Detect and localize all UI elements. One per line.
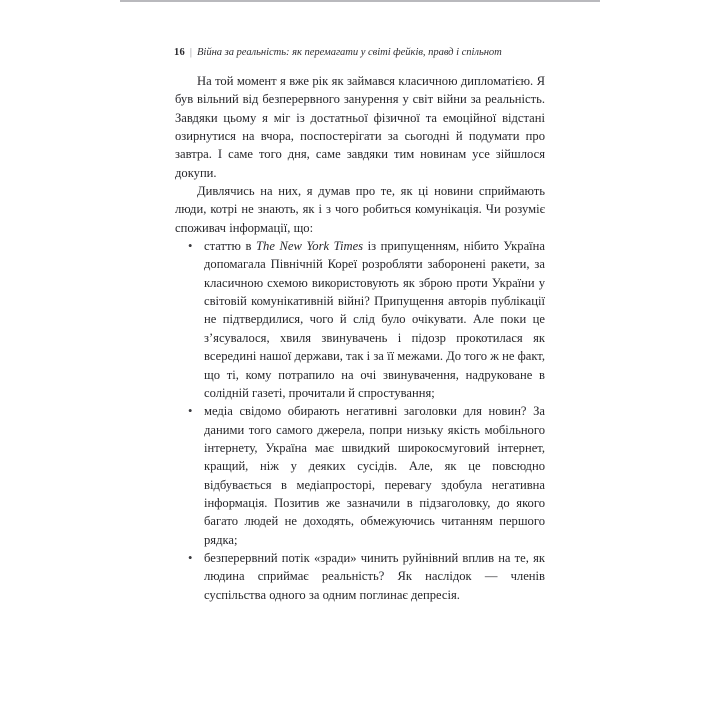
newspaper-title: The New York Times: [256, 239, 364, 254]
list-item-body: із припущенням, нібито Україна допомагала Північній Кореї розробляти заборонені ракети, за класичною схемою використовують як зброю проти України у світовій комунікативній війні? Припущення авторів публікації не підтвердилися, чого й слід було очікувати. Але поки це з’ясувалося, хвиля звинувачень і підозр прокотилася як всередині нашої держави, так і за її межами. До того ж не факт, що ті, кому потрапило на очі звинувачення, надруковане в солідній газеті, прочитали й спростування;: [204, 239, 545, 400]
book-title: Війна за реальність: як перемагати у світі фейків, правд і спільнот: [197, 47, 502, 58]
bullet-icon: •: [188, 239, 193, 254]
list-item-body: безперервний потік «зради» чинить руйнівний вплив на те, як людина сприймає реальність? Як наслідок — членів суспільства одного за одним поглинає депресія.: [204, 550, 545, 602]
bullet-icon: •: [188, 404, 193, 419]
header-separator: |: [189, 47, 193, 58]
list-item: [175, 402, 545, 549]
list-item-text: [204, 549, 545, 604]
bullet-icon: •: [188, 550, 193, 565]
list-item: [175, 237, 545, 402]
paragraph-2: Дивлячись на них, я думав про те, як ці новини сприймають люди, котрі не знають, як і з чого робиться комунікація. Чи розуміє споживач інформації, що:: [175, 184, 545, 235]
running-header: [174, 42, 564, 58]
text-column: [175, 72, 545, 604]
list-item-text: [204, 237, 545, 402]
book-page-sheet: [120, 0, 600, 720]
bullet-list: [175, 237, 545, 604]
paragraph-1: На той момент я вже рік як займався класичною дипломатією. Я був вільний від безперервного занурення у світ війни за реальність. Завдяки цьому я міг із достатньої фізичної та емоційної відстані озирнутися на вчора, поспостерігати за сьогодні й подумати про завтра. І саме того дня, саме завдяки тим новинам усе зійшлося докупи.: [175, 74, 545, 180]
page-number: 16: [174, 47, 185, 58]
list-item: [175, 549, 545, 604]
list-item-body: медіа свідомо обирають негативні заголовки для новин? За даними того самого джерела, попри низьку якість мобільного інтернету, Україна має швидкий широкосмуговий інтернет, кращий, ніж у деяких сусідів. Але, як це повсюдно відбувається в медіапросторі, перевагу здобула негативна інформація. Позитив же зазначили в підзаголовку, до якого багато людей не доходять, обмежуючись читанням першого рядка;: [204, 404, 545, 547]
list-item-text: [204, 402, 545, 549]
list-item-lead: статтю в: [204, 239, 257, 254]
